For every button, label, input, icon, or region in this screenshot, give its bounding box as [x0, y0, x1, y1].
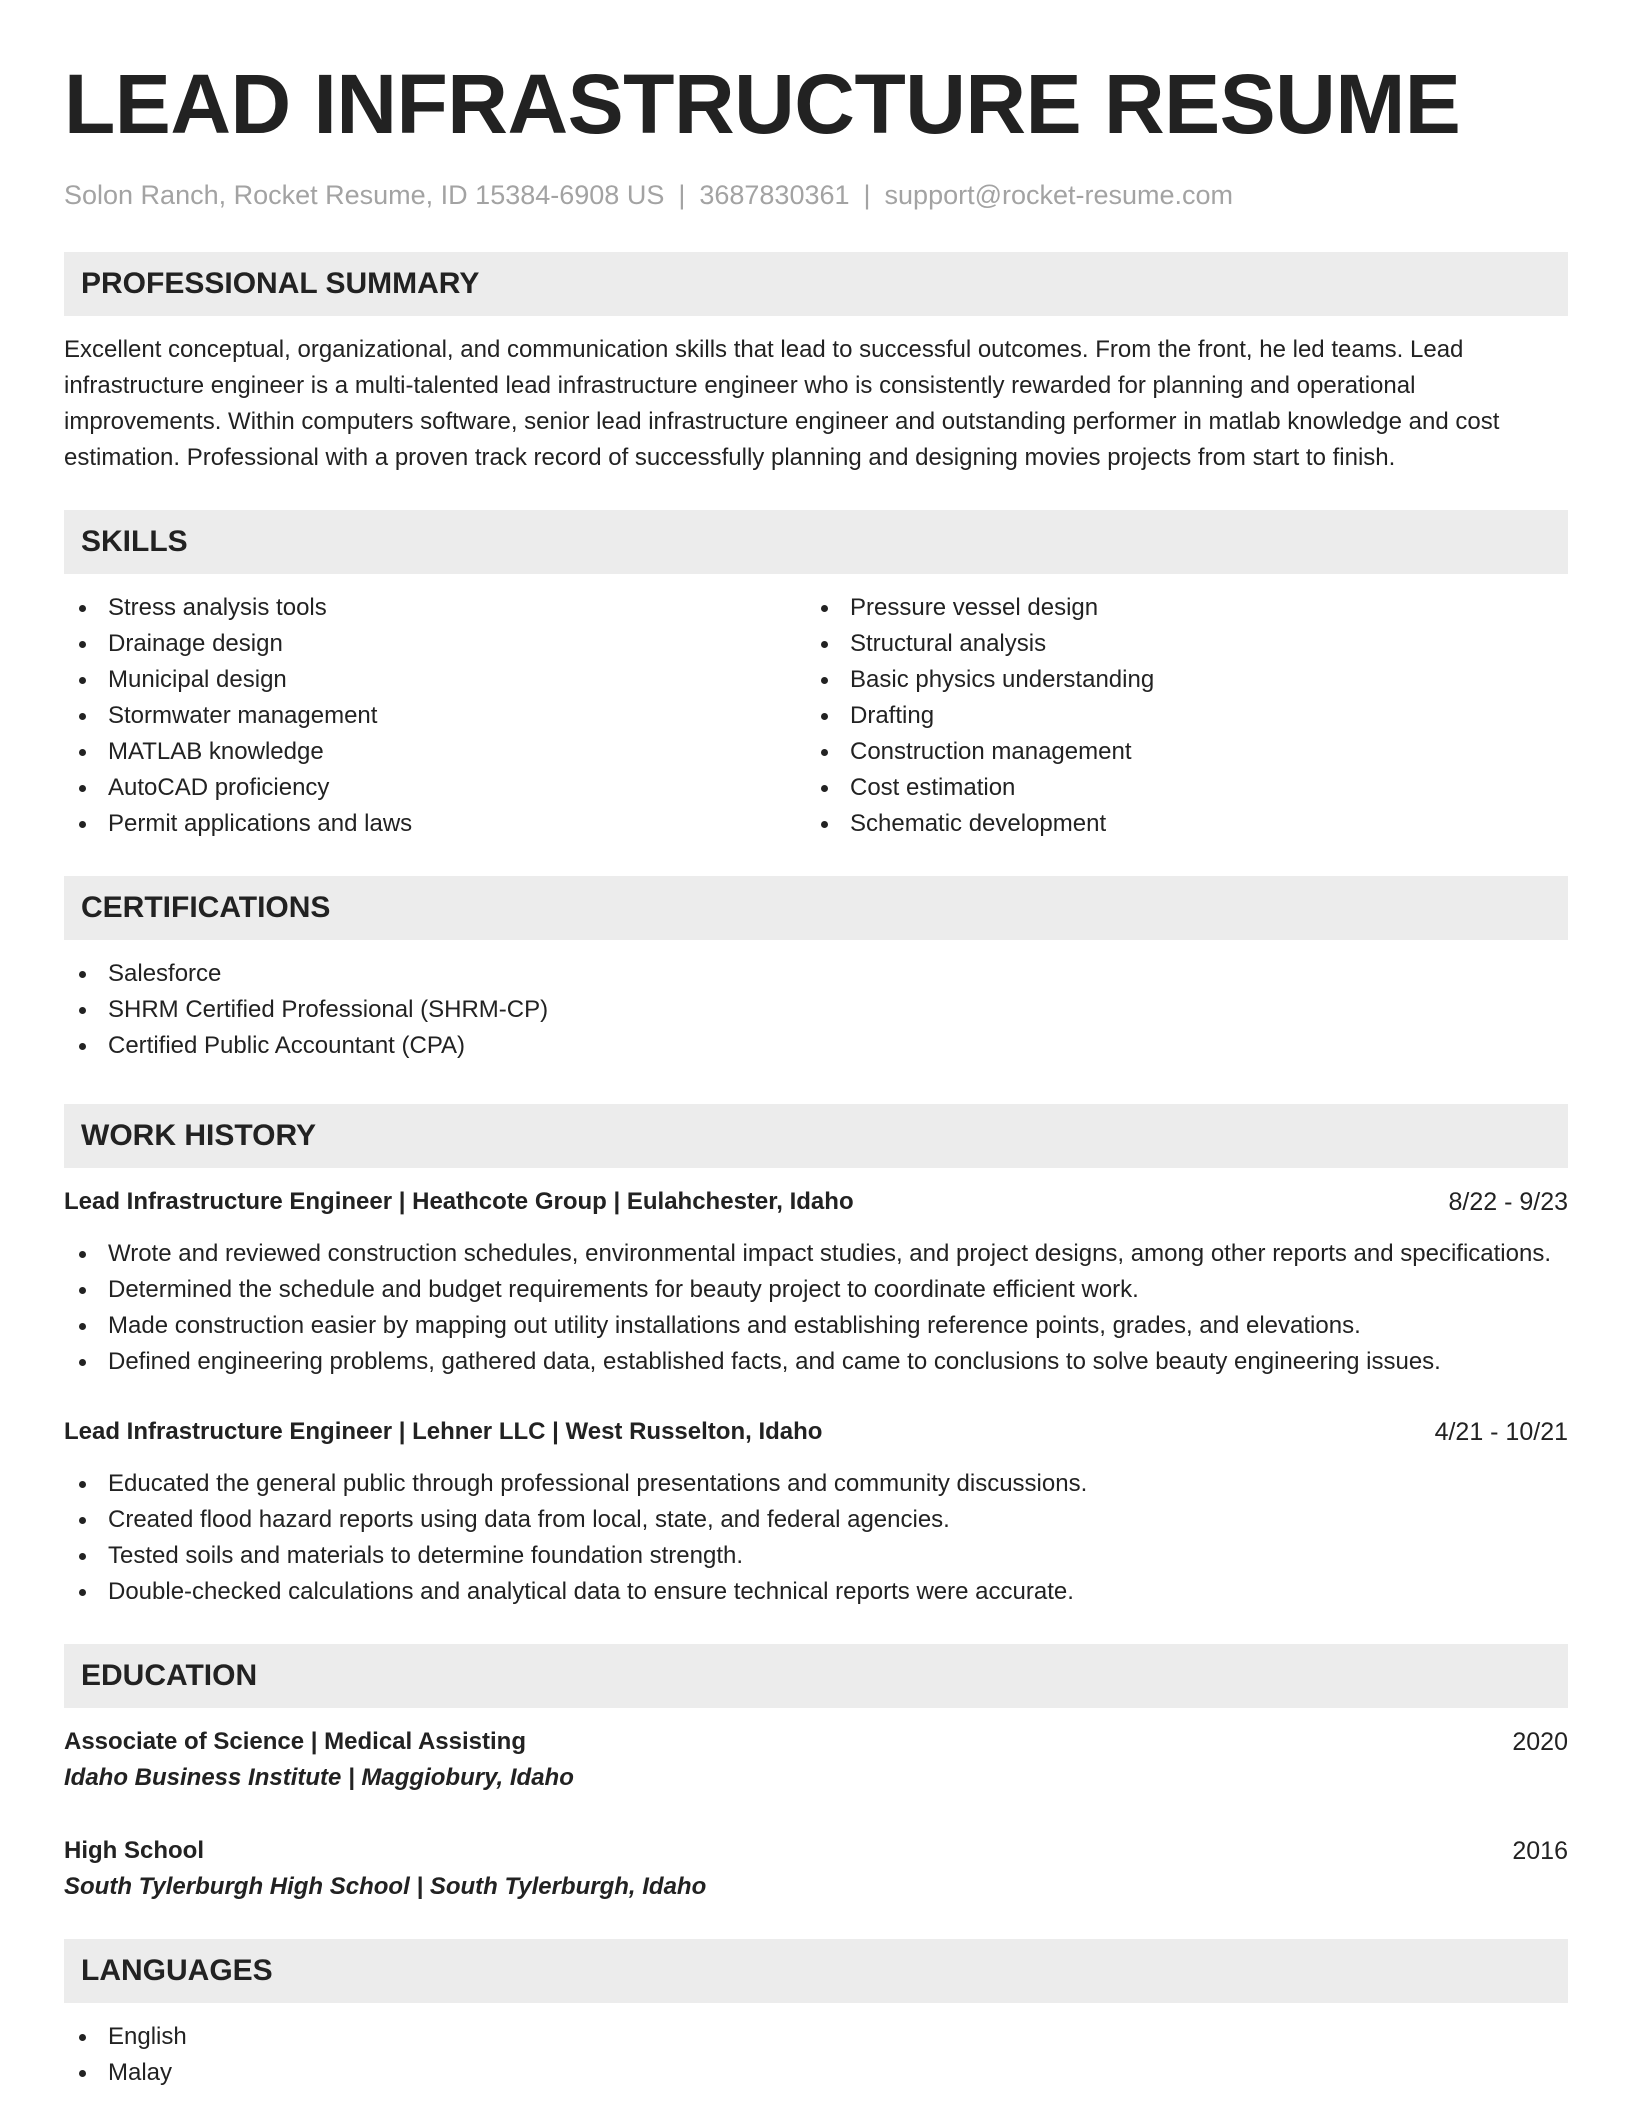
certifications-list	[64, 956, 1568, 1064]
list-item: Drafting	[806, 698, 1548, 734]
education-entry	[64, 1724, 1568, 1796]
education-entry	[64, 1833, 1568, 1905]
list-item: Cost estimation	[806, 770, 1548, 806]
skills-list-left	[64, 590, 806, 842]
list-item: Stormwater management	[64, 698, 806, 734]
contact-line	[64, 178, 1568, 212]
resume-page	[64, 0, 1568, 2091]
section-heading-skills: SKILLS	[64, 510, 1568, 574]
section-heading-languages: LANGUAGES	[64, 1939, 1568, 2003]
skills-grid	[64, 590, 1568, 842]
list-item: Determined the schedule and budget requirements for beauty project to coordinate efficient work.	[64, 1272, 1568, 1308]
list-item: Certified Public Accountant (CPA)	[64, 1028, 1568, 1064]
job-dates: 4/21 - 10/21	[1434, 1418, 1568, 1446]
education-year: 2016	[1512, 1837, 1568, 1865]
list-item: Salesforce	[64, 956, 1568, 992]
list-item: SHRM Certified Professional (SHRM-CP)	[64, 992, 1568, 1028]
education-year: 2020	[1512, 1728, 1568, 1756]
job-entry	[64, 1414, 1568, 1610]
list-item: Permit applications and laws	[64, 806, 806, 842]
contact-email: support@rocket-resume.com	[884, 180, 1234, 210]
list-item: Wrote and reviewed construction schedules, environmental impact studies, and project designs, among other reports and specifications.	[64, 1236, 1568, 1272]
contact-separator: |	[678, 180, 686, 210]
list-item: Municipal design	[64, 662, 806, 698]
list-item: Basic physics understanding	[806, 662, 1548, 698]
section-heading-work: WORK HISTORY	[64, 1104, 1568, 1168]
skills-list-right	[806, 590, 1548, 842]
job-bullets	[64, 1466, 1568, 1610]
list-item: Double-checked calculations and analytical data to ensure technical reports were accurate.	[64, 1574, 1568, 1610]
list-item: Schematic development	[806, 806, 1548, 842]
list-item: Drainage design	[64, 626, 806, 662]
job-entry	[64, 1184, 1568, 1380]
list-item: Made construction easier by mapping out utility installations and establishing reference points, grades, and elevations.	[64, 1308, 1568, 1344]
list-item: Structural analysis	[806, 626, 1548, 662]
list-item: Stress analysis tools	[64, 590, 806, 626]
job-title: Lead Infrastructure Engineer | Heathcote Group | Eulahchester, Idaho	[64, 1188, 854, 1215]
education-degree: Associate of Science | Medical Assisting	[64, 1728, 526, 1755]
section-heading-certifications: CERTIFICATIONS	[64, 876, 1568, 940]
summary-text: Excellent conceptual, organizational, and communication skills that lead to successful outcomes. From the front, he led teams. Lead infrastructure engineer is a multi-talented lead infrastructure engineer who is consistently rewarded for planning and operational improvements. Within computers software, senior lead infrastructure engineer and outstanding performer in matlab knowledge and cost estimation. Professional with a proven track record of successfully planning and designing movies projects from start to finish.	[64, 336, 1500, 471]
languages-list	[64, 2019, 1568, 2091]
list-item: Pressure vessel design	[806, 590, 1548, 626]
list-item: Defined engineering problems, gathered data, established facts, and came to conclusions to solve beauty engineering issues.	[64, 1344, 1568, 1380]
education-school: South Tylerburgh High School | South Tylerburgh, Idaho	[64, 1873, 707, 1900]
list-item: AutoCAD proficiency	[64, 770, 806, 806]
job-dates: 8/22 - 9/23	[1448, 1188, 1568, 1216]
contact-phone: 3687830361	[699, 180, 850, 210]
job-header	[64, 1414, 1568, 1450]
list-item: Created flood hazard reports using data from local, state, and federal agencies.	[64, 1502, 1568, 1538]
contact-separator: |	[863, 180, 871, 210]
list-item: English	[64, 2019, 1568, 2055]
job-bullets	[64, 1236, 1568, 1380]
education-degree: High School	[64, 1837, 204, 1864]
list-item: Construction management	[806, 734, 1548, 770]
section-heading-summary: PROFESSIONAL SUMMARY	[64, 252, 1568, 316]
section-heading-education: EDUCATION	[64, 1644, 1568, 1708]
job-title: Lead Infrastructure Engineer | Lehner LLC | West Russelton, Idaho	[64, 1418, 823, 1445]
job-header	[64, 1184, 1568, 1220]
education-header	[64, 1833, 1568, 1869]
contact-address: Solon Ranch, Rocket Resume, ID 15384-6908 US	[64, 180, 665, 210]
list-item: Educated the general public through professional presentations and community discussions.	[64, 1466, 1568, 1502]
education-header	[64, 1724, 1568, 1760]
education-school: Idaho Business Institute | Maggiobury, Idaho	[64, 1764, 574, 1791]
list-item: Malay	[64, 2055, 1568, 2091]
list-item: MATLAB knowledge	[64, 734, 806, 770]
list-item: Tested soils and materials to determine foundation strength.	[64, 1538, 1568, 1574]
resume-name: LEAD INFRASTRUCTURE RESUME	[64, 57, 1461, 151]
